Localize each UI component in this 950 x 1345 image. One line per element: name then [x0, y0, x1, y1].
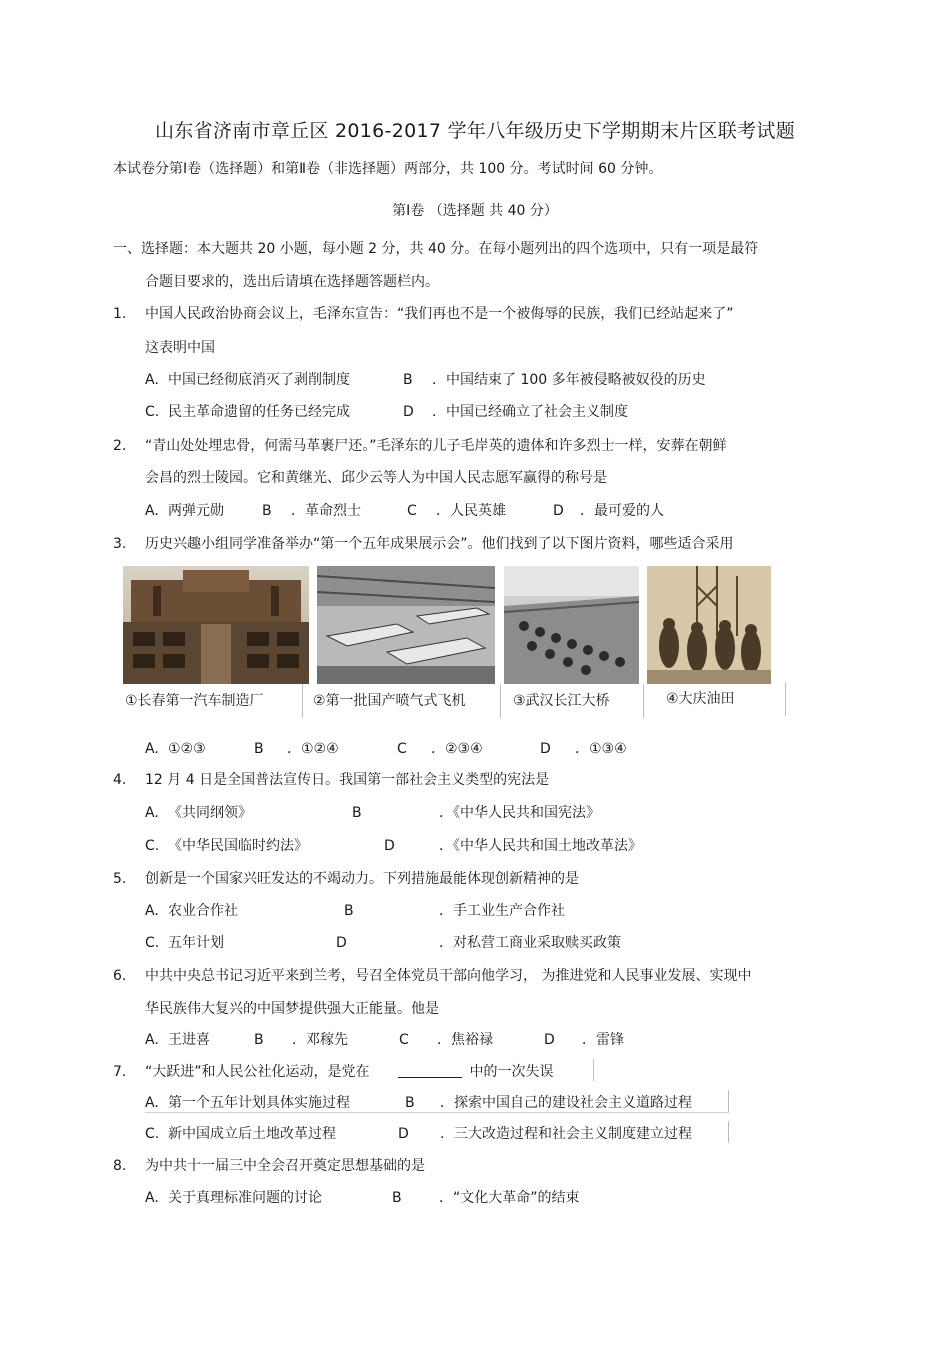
option-text: 农业合作社 — [168, 903, 238, 919]
table-border — [728, 1090, 729, 1112]
option-text: ．①②④ — [287, 741, 339, 757]
question-stem-part-2: 中的一次失误 — [469, 1064, 554, 1080]
option-letter: A. — [145, 1032, 159, 1048]
question-number: 7. — [113, 1064, 127, 1080]
factory-photo — [123, 566, 309, 684]
option-text: ．探索中国自己的建设社会主义道路过程 — [440, 1095, 692, 1111]
bridge-image — [504, 566, 639, 684]
question-stem: 历史兴趣小组同学准备举办“第一个五年成果展示会”。他们找到了以下图片资料，哪些适合采用 — [145, 536, 734, 552]
option-text: ．人民英雄 — [436, 503, 506, 519]
option-letter: A. — [145, 903, 159, 919]
option-letter: A. — [145, 503, 159, 519]
option-text: ．革命烈士 — [291, 503, 361, 519]
section-heading: 第Ⅰ卷 （选择题 共 40 分） — [392, 203, 558, 219]
question-stem: “青山处处埋忠骨，何需马革裹尸还。”毛泽东的儿子毛岸英的遗体和许多烈士一样，安葬在朝鲜 — [145, 438, 727, 454]
option-text: 《共同纲领》 — [168, 805, 252, 821]
option-text: ．最可爱的人 — [580, 503, 664, 519]
option-text: ．①③④ — [575, 741, 627, 757]
option-letter: C. — [145, 935, 160, 951]
option-letter: A. — [145, 372, 159, 388]
question-stem — [145, 1063, 554, 1081]
option-letter: B — [352, 805, 362, 821]
exam-intro: 本试卷分第Ⅰ卷（选择题）和第Ⅱ卷（非选择题）两部分，共 100 分。考试时间 60 分钟。 — [113, 161, 663, 177]
option-letter: D — [398, 1126, 409, 1142]
option-text: 第一个五年计划具体实施过程 — [168, 1095, 350, 1111]
option-text: ．《中华人民共和国土地改革法》 — [439, 838, 642, 854]
option-text: ．三大改造过程和社会主义制度建立过程 — [440, 1126, 692, 1142]
option-text: ．对私营工商业采取赎买政策 — [439, 935, 621, 951]
instructions-line-1: 一、选择题：本大题共 20 小题，每小题 2 分，共 40 分。在每小题列出的四个选项中，只有一项是最符 — [113, 241, 759, 257]
option-letter: D — [544, 1032, 555, 1048]
question-number: 3. — [113, 536, 127, 552]
option-text: 中国已经彻底消灭了剥削制度 — [168, 372, 350, 388]
option-text: ．中国已经确立了社会主义制度 — [432, 404, 628, 420]
option-text: ①②③ — [168, 741, 206, 757]
oilfield-photo — [647, 566, 771, 684]
option-letter: B — [403, 372, 413, 388]
option-letter: B — [254, 1032, 264, 1048]
option-letter: C. — [145, 838, 160, 854]
option-letter: A. — [145, 1095, 159, 1111]
bridge-photo — [504, 566, 639, 684]
option-text: ．②③④ — [431, 741, 483, 757]
fill-blank — [398, 1063, 462, 1078]
table-border — [728, 1121, 729, 1143]
option-text: 民主革命遗留的任务已经完成 — [168, 404, 350, 420]
option-text: 两弹元勋 — [168, 503, 224, 519]
question-stem: 中国人民政治协商会议上，毛泽东宣告：“我们再也不是一个被侮辱的民族，我们已经站起来了” — [145, 306, 734, 322]
option-text: 关于真理标准问题的讨论 — [168, 1190, 322, 1206]
question-number: 1. — [113, 306, 127, 322]
option-letter: B — [262, 503, 272, 519]
question-number: 2. — [113, 438, 127, 454]
photo-caption: ②第一批国产喷气式飞机 — [309, 684, 501, 718]
option-letter: A. — [145, 805, 159, 821]
option-letter: D — [336, 935, 347, 951]
option-letter: A. — [145, 1190, 159, 1206]
question-number: 4. — [113, 772, 127, 788]
exam-title: 山东省济南市章丘区 2016-2017 学年八年级历史下学期期末片区联考试题 — [154, 120, 796, 142]
question-stem-cont: 华民族伟大复兴的中国梦提供强大正能量。他是 — [145, 1001, 439, 1017]
oilfield-image — [647, 566, 771, 684]
option-text: ．焦裕禄 — [437, 1032, 493, 1048]
option-letter: B — [392, 1190, 402, 1206]
option-text: 《中华民国临时约法》 — [168, 838, 308, 854]
table-border — [593, 1059, 594, 1081]
jet-photo — [317, 566, 495, 684]
factory-image — [123, 566, 309, 684]
photo-caption: ③武汉长江大桥 — [509, 684, 644, 718]
option-letter: B — [344, 903, 354, 919]
instructions-line-2: 合题目要求的，选出后请填在选择题答题栏内。 — [145, 274, 439, 290]
option-text: 王进喜 — [168, 1032, 210, 1048]
option-text: ．雷锋 — [582, 1032, 624, 1048]
option-letter: C — [397, 741, 407, 757]
question-number: 8. — [113, 1158, 127, 1174]
question-stem-cont: 这表明中国 — [145, 340, 215, 356]
option-text: ．中国结束了 100 多年被侵略被奴役的历史 — [432, 372, 706, 388]
table-rule — [145, 1112, 729, 1113]
option-text: ．《中华人民共和国宪法》 — [439, 805, 600, 821]
option-text: 五年计划 — [168, 935, 224, 951]
option-letter: D — [553, 503, 564, 519]
option-text: ．手工业生产合作社 — [439, 903, 565, 919]
jet-image — [317, 566, 495, 684]
question-stem-part-1: “大跃进”和人民公社化运动，是党在 — [145, 1064, 370, 1080]
photo-caption: ④大庆油田 — [662, 682, 786, 716]
question-number: 5. — [113, 871, 127, 887]
photo-caption: ①长春第一汽车制造厂 — [121, 684, 303, 718]
option-letter: D — [384, 838, 395, 854]
option-letter: C — [407, 503, 417, 519]
option-letter: B — [405, 1095, 415, 1111]
question-stem: 中共中央总书记习近平来到兰考，号召全体党员干部向他学习， 为推进党和人民事业发展、实现中 — [145, 968, 752, 984]
question-number: 6. — [113, 968, 127, 984]
question-stem: 12 月 4 日是全国普法宣传日。我国第一部社会主义类型的宪法是 — [145, 772, 550, 788]
option-letter: A. — [145, 741, 159, 757]
question-stem: 创新是一个国家兴旺发达的不竭动力。下列措施最能体现创新精神的是 — [145, 871, 579, 887]
question-stem: 为中共十一届三中全会召开奠定思想基础的是 — [145, 1158, 425, 1174]
question-stem-cont: 会昌的烈士陵园。它和黄继光、邱少云等人为中国人民志愿军赢得的称号是 — [145, 470, 607, 486]
option-letter: B — [254, 741, 264, 757]
option-letter: C — [399, 1032, 409, 1048]
option-text: 新中国成立后土地改革过程 — [168, 1126, 336, 1142]
option-letter: D — [540, 741, 551, 757]
option-letter: C. — [145, 1126, 160, 1142]
option-text: ．邓稼先 — [292, 1032, 348, 1048]
option-letter: C. — [145, 404, 160, 420]
option-text: ．“文化大革命”的结束 — [439, 1190, 580, 1206]
option-letter: D — [403, 404, 414, 420]
